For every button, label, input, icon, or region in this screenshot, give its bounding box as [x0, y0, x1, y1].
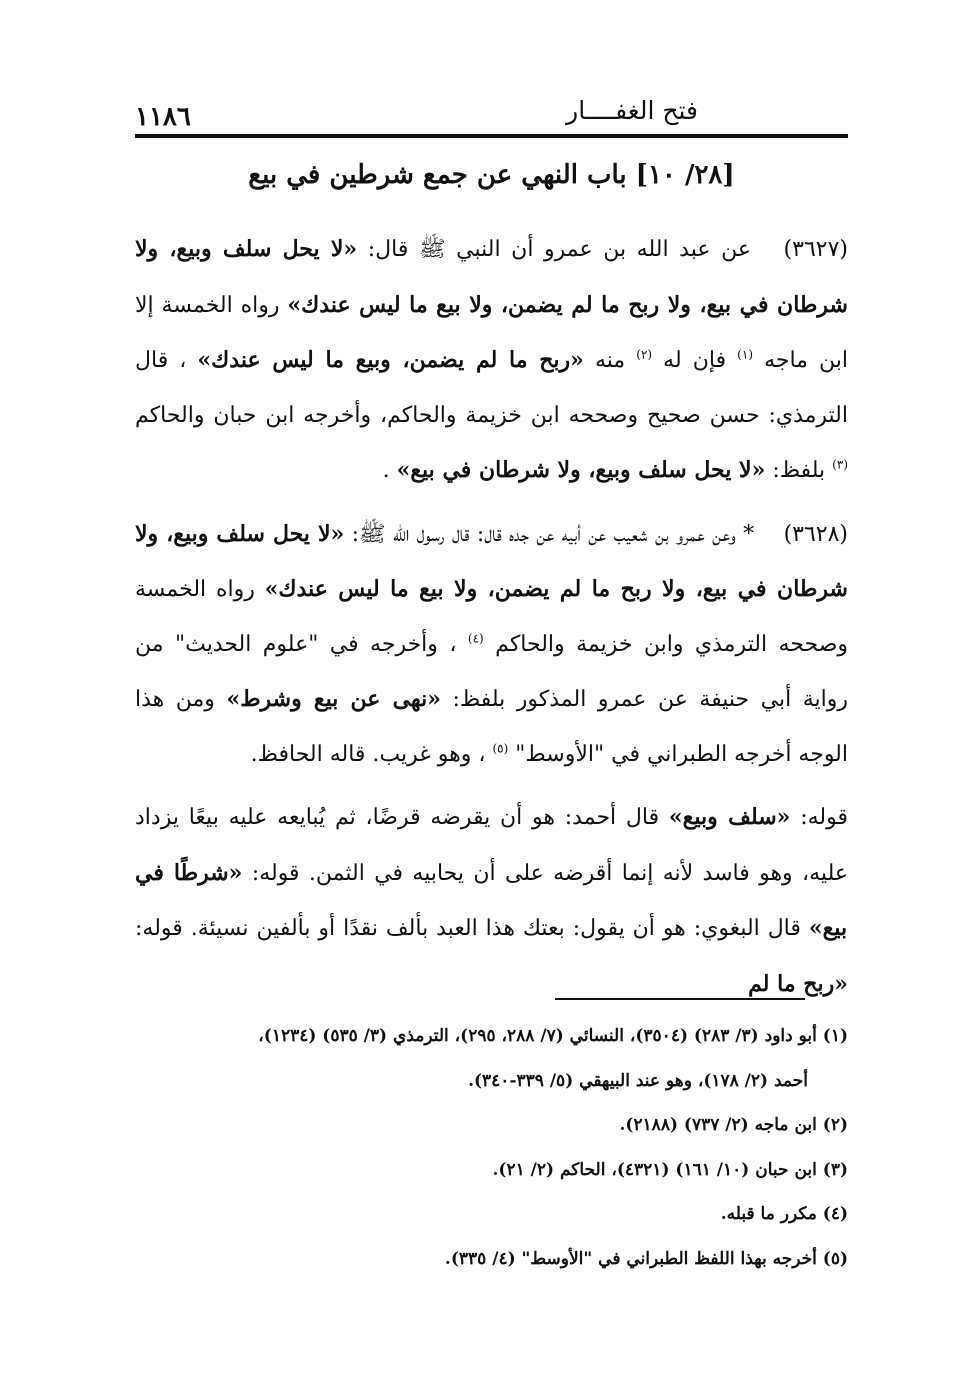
text-run: ، قال الترمذي: حسن صحيح وصححه ابن خزيمة والحاكم، وأخرجه ابن حبان والحاكم [135, 348, 848, 428]
text-run: * وعن عمرو بن شعيب عن أبيه عن جده قال: قال رسول الله ﷺ: [344, 521, 755, 547]
main-text [135, 222, 848, 1012]
text-run: قوله: [790, 805, 848, 830]
text-run: قال البغوي: هو أن يقول: بعتك هذا العبد بألف نقدًا أو بألفين نسيئة. قوله: [135, 916, 801, 941]
text-run: قال أحمد: هو أن يقرضه قرضًا، ثم يُبايعه عليه بيعًا يزداد عليه، وهو فاسد لأنه إنما أقرضه على أن يحابيه في الثمن. قوله: [135, 805, 848, 886]
footnote-divider [555, 998, 805, 1000]
hadith-quote: «لا يحل سلف وبيع، ولا شرطان في بيع» [396, 457, 766, 483]
text-run: ، وهو غريب. قاله الحافظ. [250, 741, 486, 767]
running-header [135, 88, 848, 134]
commentary-paragraph [135, 790, 848, 1012]
footnote-1: (١) أبو داود (٣/ ٢٨٣) (٣٥٠٤)، النسائي (٧/ ٢٨٨، ٢٩٥)، الترمذي (٣/ ٥٣٥) (١٢٣٤)، [258, 1026, 848, 1046]
page-number: ١١٨٦ [135, 102, 191, 132]
hadith-paragraph [135, 222, 848, 499]
footnote-ref: (١) [737, 347, 753, 362]
hadith-quote: «لا يحل سلف وبيع، ولا شرطان في بيع، ولا ربح ما لم يضمن، ولا بيع ما ليس عندك» [135, 236, 848, 318]
text-run: رواه الخمسة وصححه الترمذي وابن خزيمة والحاكم [135, 577, 848, 657]
text-run: . [382, 458, 390, 483]
hadith-quote: «ربح ما لم يضمن، وبيع ما ليس عندك» [197, 347, 584, 373]
text-run: ومن هذا الوجه أخرجه الطبراني في "الأوسط" [135, 687, 848, 767]
hadith-quote: «نهى عن بيع وشرط» [226, 686, 441, 712]
text-run: رواه الخمسة إلا ابن ماجه [135, 292, 848, 373]
hadith-quote: «سلف وبيع» [668, 804, 791, 830]
footnote-ref: (٢) [636, 347, 653, 362]
hadith-paragraph [135, 507, 848, 783]
text-run: عن عبد الله بن عمرو أن النبي ﷺ قال: [357, 237, 751, 262]
hadith-number: (٣٦٢٨) [783, 521, 849, 547]
hadith-quote: «شرطًا في بيع» [135, 859, 848, 941]
footnote-4: (٤) مكرر ما قبله. [720, 1204, 848, 1224]
footnote-1-continuation: أحمد (٢/ ١٧٨)، وهو عند البيهقي (٥/ ٣٣٩-٣٤٠). [468, 1070, 808, 1091]
text-run: فإن له [663, 348, 727, 373]
hadith-quote: «لا يحل سلف وبيع، ولا شرطان في بيع، ولا ربح ما لم يضمن، ولا بيع ما ليس عندك» [135, 520, 848, 602]
footnote-5: (٥) أخرجه بهذا اللفظ الطبراني في "الأوسط" (٤/ ٣٣٥). [444, 1248, 848, 1269]
hadith-number: (٣٦٢٧) [783, 237, 848, 262]
footnote-3: (٣) ابن حبان (١٠/ ١٦١) (٤٣٢١)، الحاكم (٢/ ٢١). [492, 1159, 848, 1180]
chapter-heading: [٢٨/ ١٠] باب النهي عن جمع شرطين في بيع [248, 160, 735, 190]
footnote-ref: (٤) [467, 631, 484, 646]
book-title: فتح الغفــــار [566, 96, 698, 125]
footnotes [135, 1014, 848, 1281]
footnote-ref: (٣) [832, 457, 848, 472]
footnote-2: (٢) ابن ماجه (٢/ ٧٣٧) (٢١٨٨). [619, 1115, 848, 1135]
hadith-quote: «ربح ما لم [748, 970, 848, 997]
footnote-ref: (٥) [492, 741, 509, 756]
header-divider [135, 134, 848, 138]
text-run: ، وأخرجه في "علوم الحديث" من رواية أبي حنيفة عن عمرو المذكور بلفظ: [135, 631, 848, 712]
text-run: بلفظ: [765, 458, 826, 483]
text-run: منه [583, 348, 626, 373]
